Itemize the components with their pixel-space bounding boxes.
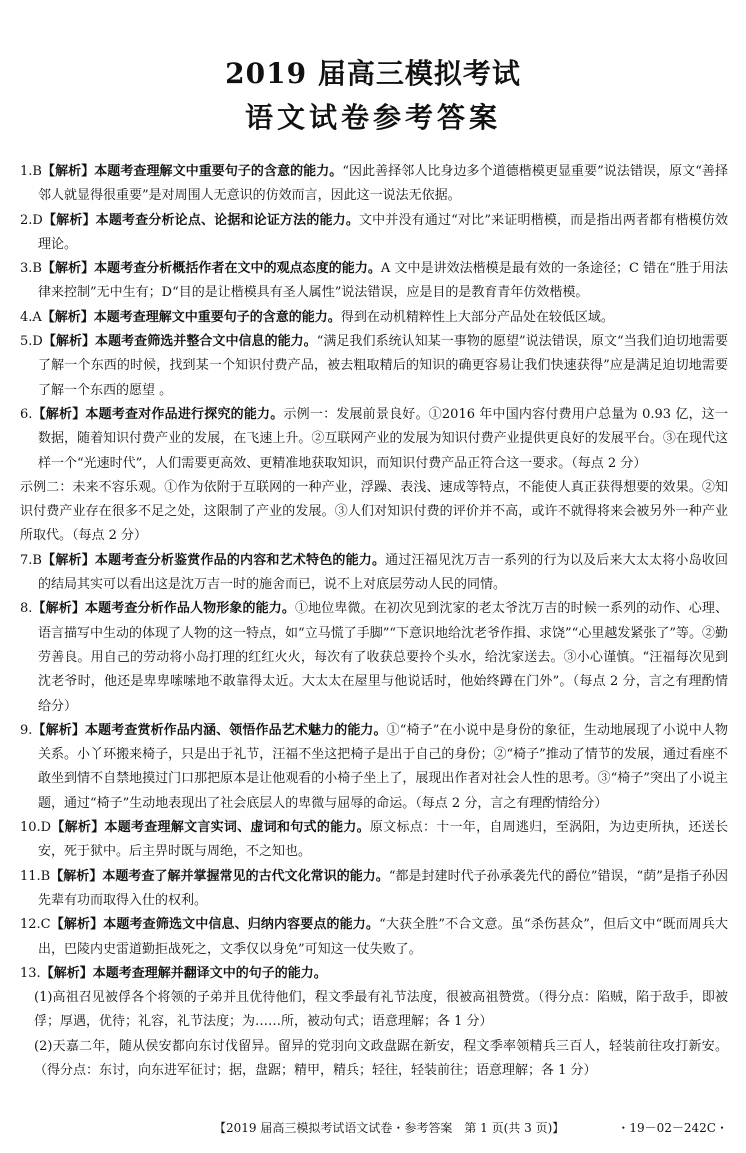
answer-number: 12.C (20, 917, 51, 933)
answer-text: A 文中是讲效法楷模是最有效的一条途径；C 错在“胜于用法律来控制”无中生有；D“目的是让楷模具有圣人属性”说法错误，应是目的是教育青年仿效楷模。 (38, 261, 728, 301)
answer-item (20, 403, 728, 476)
answer-lead: 【解析】本题考查分析作品人物形象的能力。 (32, 601, 296, 617)
answer-number: 2.D (20, 212, 43, 228)
answer-number: 3.B (20, 261, 42, 277)
answer-item (20, 816, 728, 865)
answer-text: “因此善择邻人比身边多个道德楷模更显重要”说法错误，原文“善择邻人就显得很重要”是对周围人无意识的仿效而言，因此这一说法无依据。 (38, 164, 728, 204)
answer-lead: 【解析】本题考查筛选文中信息、归纳内容要点的能力。 (50, 917, 380, 933)
document-title: 2019 届高三模拟考试 (225, 57, 521, 90)
document-subtitle: 语文试卷参考答案 (244, 101, 501, 134)
answer-number: 9. (20, 722, 33, 738)
answer-number: 10.D (20, 820, 52, 836)
answer-lead: 【解析】本题考查对作品进行探究的能力。 (32, 406, 284, 422)
answer-lead: 【解析】本题考查理解文言实词、虚词和句式的能力。 (51, 820, 370, 836)
answer-lead: 【解析】本题考查分析概括作者在文中的观点态度的能力。 (41, 261, 381, 277)
answer-item (20, 549, 728, 598)
answer-item (20, 962, 728, 986)
answer-text: ①“椅子”在小说中是身份的象征，生动地展现了小说中人物关系。小丫环搬来椅子，只是出于礼节，汪福不坐这把椅子是出于自己的身份；②“椅子”推动了情节的发展，通过看座不敢坐到情不自禁地摸过门口那把原本是让他观看的小椅子坐上了，展现出作者对社会人性的思考。③“椅子”突出了小说主题，通过“椅子”生动地表现出了社会底层人的卑微与屈辱的命运。（每点 2 分，言之有理酌情给分） (38, 722, 728, 811)
answer-item (20, 330, 728, 403)
answer-lead: 【解析】本题考查理解文中重要句子的含意的能力。 (41, 309, 341, 325)
answer-lead: 【解析】本题考查分析论点、论据和论证方法的能力。 (42, 212, 360, 228)
answer-text: 得到在动机精粹性上大部分产品处在较低区域。 (340, 309, 614, 325)
answer-lead: 【解析】本题考查分析鉴赏作品的内容和艺术特色的能力。 (41, 552, 386, 568)
answer-list (20, 160, 728, 1083)
answer-subitem: (2)天嘉二年，随从侯安都向东讨伐留异。留异的党羽向文政盘踞在新安，程文季率领精兵三百人，轻装前往攻打新安。（得分点：东讨，向东进军征讨；据，盘踞；精甲，精兵；轻往，轻装前往；语意理解；各 1 分） (34, 1038, 728, 1078)
answer-text: ①地位卑微。在初次见到沈家的老太爷沈万吉的时候一系列的动作、心理、语言描写中生动的体现了人物的这一特点，如“立马慌了手脚”“下意识地给沈老爷作揖、求饶”“心里越发紧张了”等。②勤劳善良。用自己的劳动将小岛打理的红红火火，每次有了收获总要拎个头水，给沈家送去。③小心谨慎。“汪福每次见到沈老爷时，他还是卑卑嗦嗦地不敢靠得太近。大太太在屋里与他说话时，他始终蹲在门外”。（每点 2 分，言之有理酌情给分） (38, 601, 728, 714)
answer-number: 7.B (20, 552, 42, 568)
answer-lead: 【解析】本题考查理解文中重要句子的含意的能力。 (41, 164, 343, 179)
footer-page-info: 【2019 届高三模拟考试语文试卷・参考答案 第 1 页(共 3 页)】 (214, 1121, 565, 1135)
answer-lead: 【解析】本题考查了解并掌握常见的古代文化常识的能力。 (50, 868, 389, 884)
answer-number: 4.A (20, 309, 42, 325)
answer-item (20, 209, 728, 258)
answer-item (20, 719, 728, 816)
answer-lead: 【解析】本题考查赏析作品内涵、领悟作品艺术魅力的能力。 (32, 722, 387, 738)
answer-text: “大获全胜”不合文意。虽“杀伤甚众”，但后文中“既而周兵大出，巴陵内史雷道勤拒战死之，文季仅以身免”可知这一仗失败了。 (38, 917, 728, 957)
answer-extra: 示例二：未来不容乐观。①作为依附于互联网的一种产业，浮躁、表浅、速成等特点，不能使人真正获得想要的效果。②知识付费产业存在很多不足之处，这限制了产业的发展。③人们对知识付费的评价并不高，或许不就得将来会被另外一种产业所取代。（每点 2 分） (20, 479, 728, 544)
answer-text: 文中并没有通过“对比”来证明楷模，而是指出两者都有楷模仿效理论。 (38, 212, 728, 252)
answer-number: 5.D (20, 334, 43, 350)
answer-number: 8. (20, 601, 33, 617)
answer-item (20, 865, 728, 914)
answer-lead: 【解析】本题考查筛选并整合文中信息的能力。 (42, 334, 317, 350)
answer-item (20, 306, 728, 330)
answer-item (20, 597, 728, 718)
answer-item (20, 257, 728, 306)
answer-number: 13. (20, 965, 41, 981)
answer-text: 示例一：发展前景良好。①2016 年中国内容付费用户总量为 0.93 亿，这一数据，随着知识付费产业的发展，在飞速上升。②互联网产业的发展为知识付费产业提供更良好的发展平台。③在现代这样一个“光速时代”，人们需要更高效、更精准地获取知识，而知识付费产品正符合这一要求。（每点 2 分） (38, 406, 728, 471)
footer-code: ・19－02－242C・ (617, 1121, 728, 1135)
answer-number: 11.B (20, 868, 51, 884)
answer-number: 6. (20, 406, 33, 422)
answer-subitem: (1)高祖召见被俘各个将领的子弟并且优待他们，程文季最有礼节法度，很被高祖赞赏。（得分点：陷贼，陷于敌手，即被俘；厚遇，优待；礼容，礼节法度；为……所，被动句式；语意理解；各 1 分） (34, 990, 728, 1030)
answer-text: “满足我们系统认知某一事物的愿望”说法错误，原文“当我们迫切地需要了解一个东西的时候，找到某一个知识付费产品，被去粗取精后的知识的确更容易让我们快速获得”应是满足迫切地需要了解一个东西的愿望 。 (38, 334, 728, 398)
answer-text: 通过汪福见沈万吉一系列的行为以及后来大太太将小岛收回的结局其实可以看出这是沈万吉一时的施舍而已，说不上对底层劳动人民的同情。 (38, 552, 728, 593)
answer-item (20, 160, 728, 209)
answer-number: 1.B (20, 164, 42, 179)
answer-text: 原文标点：十一年，自周逃归，至涡阳，为边吏所执，还送长安，死于狱中。后主畀时既与周绝，不之知也。 (38, 820, 728, 860)
answer-text: “都是封建时代子孙承袭先代的爵位”错误，“荫”是指子孙因先辈有功而取得入仕的权利。 (38, 868, 728, 908)
answer-lead: 【解析】本题考查理解并翻译文中的句子的能力。 (40, 965, 327, 981)
answer-item (20, 913, 728, 962)
